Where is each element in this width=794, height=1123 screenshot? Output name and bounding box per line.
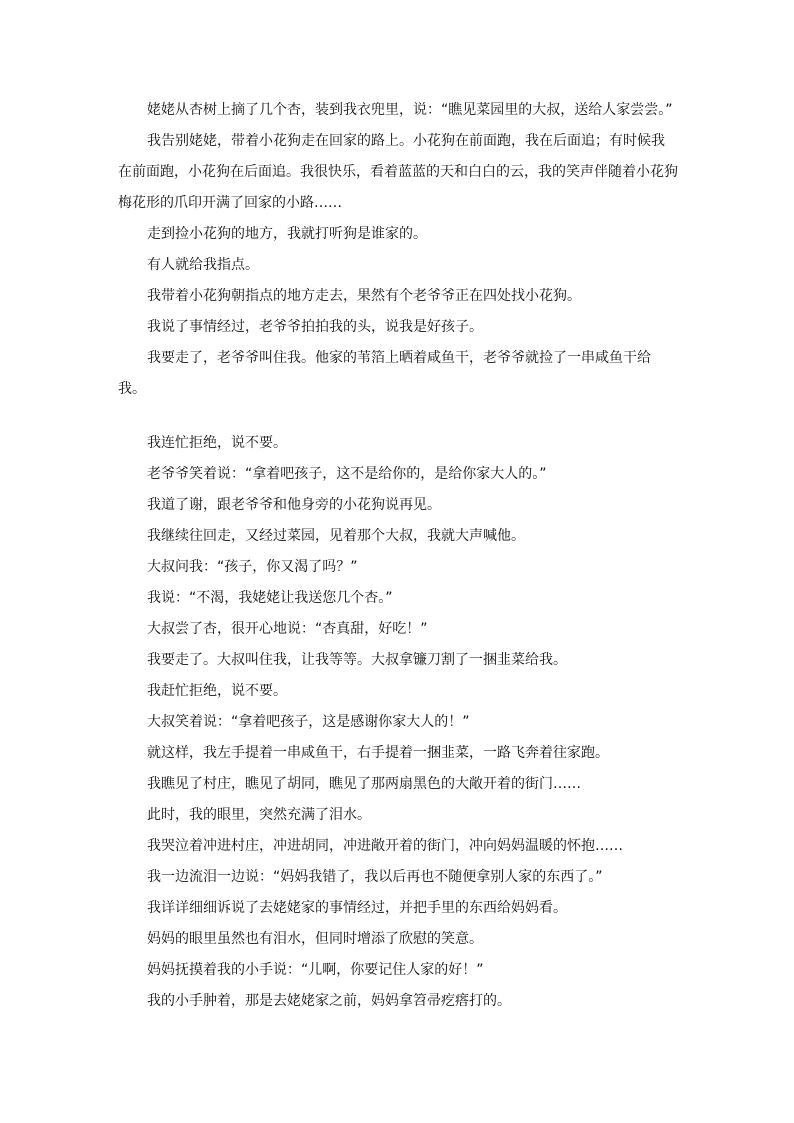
document-body	[118, 95, 678, 1017]
paragraph: 我的小手肿着，那是去姥姥家之前，妈妈拿笤帚疙瘩打的。	[147, 993, 511, 1009]
paragraph: 大叔尝了杏，很开心地说：“杏真甜，好吃！”	[147, 621, 428, 637]
paragraph: 此时，我的眼里，突然充满了泪水。	[147, 807, 371, 823]
paragraph: 有人就给我指点。	[147, 257, 259, 273]
paragraph: 我哭泣着冲进村庄，冲进胡同，冲进敞开着的街门，冲向妈妈温暖的怀抱……	[147, 838, 623, 854]
paragraph: 妈妈的眼里虽然也有泪水，但同时增添了欣慰的笑意。	[147, 931, 483, 947]
paragraph: 我继续往回走，又经过菜园，见着那个大叔，我就大声喊他。	[147, 528, 525, 544]
paragraph: 我道了谢，跟老爷爷和他身旁的小花狗说再见。	[147, 497, 441, 513]
paragraph: 我说：“不渴，我姥姥让我送您几个杏。”	[147, 590, 393, 606]
paragraph: 老爷爷笑着说：“拿着吧孩子，这不是给你的，是给你家大人的。”	[147, 466, 547, 482]
paragraph: 姥姥从杏树上摘了几个杏，装到我衣兜里，说：“瞧见菜园里的大叔，送给人家尝尝。”	[147, 102, 673, 118]
paragraph: 我赶忙拒绝，说不要。	[147, 683, 287, 699]
paragraph: 我带着小花狗朝指点的地方走去，果然有个老爷爷正在四处找小花狗。	[147, 288, 581, 304]
paragraph: 我瞧见了村庄，瞧见了胡同，瞧见了那两扇黑色的大敞开着的街门……	[147, 776, 581, 792]
paragraph: 我详详细细诉说了去姥姥家的事情经过，并把手里的东西给妈妈看。	[147, 900, 567, 916]
paragraph: 我要走了，老爷爷叫住我。他家的苇箔上晒着咸鱼干，老爷爷就捡了一串咸鱼干给我。	[118, 350, 651, 397]
paragraph: 就这样，我左手提着一串咸鱼干，右手提着一捆韭菜，一路飞奔着往家跑。	[147, 745, 609, 761]
paragraph-gap	[118, 405, 678, 428]
paragraph: 我连忙拒绝，说不要。	[147, 435, 287, 451]
paragraph: 我告别姥姥，带着小花狗走在回家的路上。小花狗在前面跑，我在后面追；有时候我在前面跑，小花狗在后面追。我很快乐，看着蓝蓝的天和白白的云，我的笑声伴随着小花狗梅花形的爪印开满了回家的小路……	[118, 133, 678, 211]
paragraph: 我说了事情经过，老爷爷拍拍我的头，说我是好孩子。	[147, 319, 483, 335]
paragraph: 我一边流泪一边说：“妈妈我错了，我以后再也不随便拿别人家的东西了。”	[147, 869, 603, 885]
paragraph: 妈妈抚摸着我的小手说：“儿啊，你要记住人家的好！”	[147, 962, 484, 978]
paragraph: 走到捡小花狗的地方，我就打听狗是谁家的。	[147, 226, 427, 242]
paragraph: 我要走了。大叔叫住我，让我等等。大叔拿镰刀割了一捆韭菜给我。	[147, 652, 567, 668]
paragraph: 大叔问我：“孩子，你又渴了吗？”	[147, 559, 358, 575]
paragraph: 大叔笑着说：“拿着吧孩子，这是感谢你家大人的！”	[147, 714, 470, 730]
